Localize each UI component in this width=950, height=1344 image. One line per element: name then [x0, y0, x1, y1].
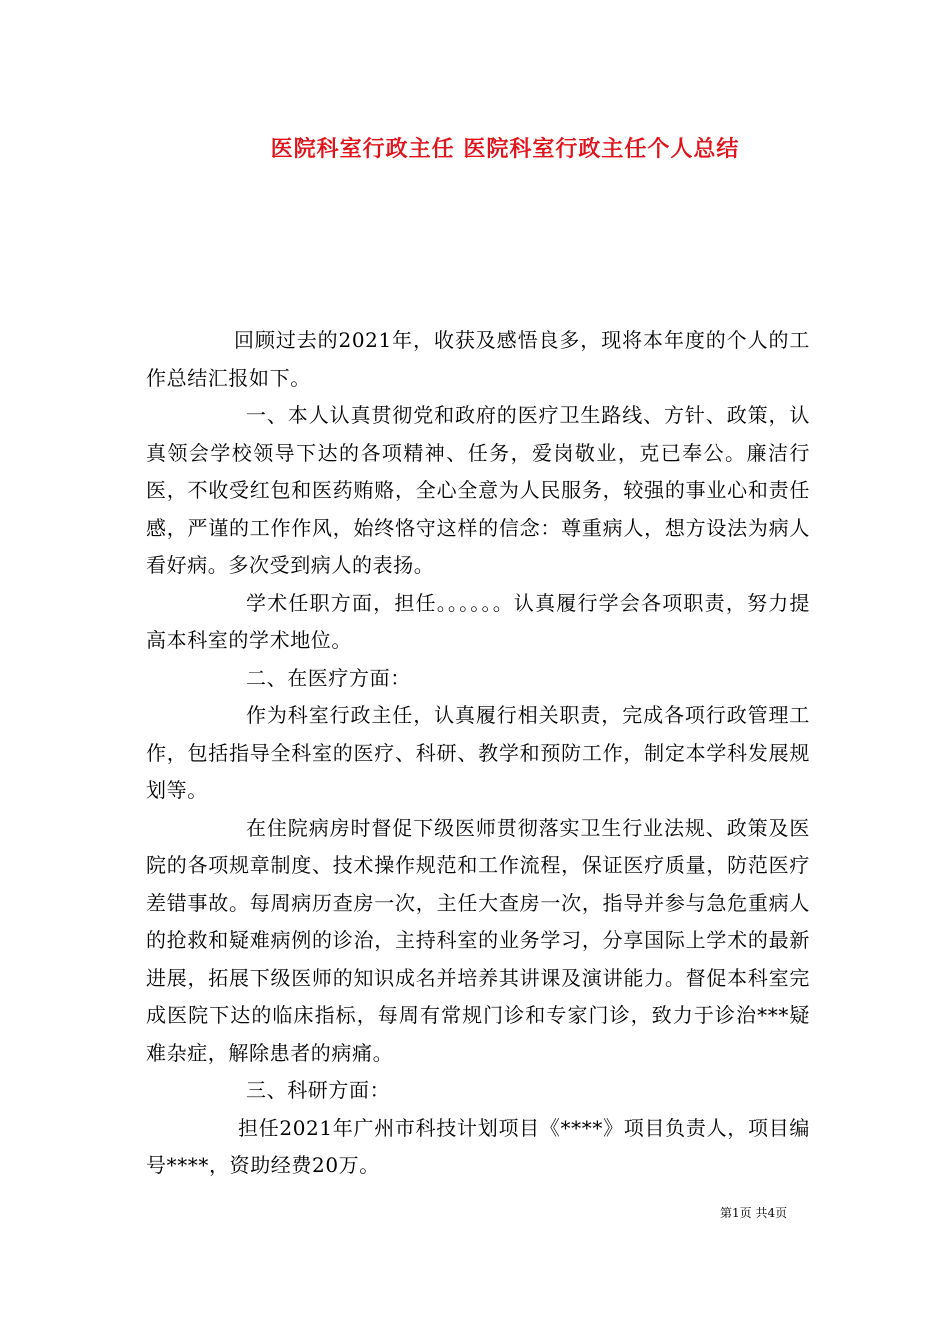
paragraph-intro: 回顾过去的2021年，收获及感悟良多，现将本年度的个人的工作总结汇报如下。 — [146, 328, 810, 390]
paragraph-ward-work: 在住院病房时督促下级医师贯彻落实卫生行业法规、政策及医院的各项规章制度、技术操作规范和工作流程，保证医疗质量，防范医疗差错事故。每周病历查房一次，主任大查房一次，指导并参与急危重病人的抢救和疑难病例的诊治，主持科室的业务学习，分享国际上学术的最新进展，拓展下级医师的知识成名并培养其讲课及演讲能力。督促本科室完成医院下达的临床指标，每周有常规门诊和专家门诊，致力于诊治***疑难杂症，解除患者的病痛。 — [146, 815, 810, 1065]
paragraph-academic-role: 学术任职方面，担任。。。。。。认真履行学会各项职责，努力提高本科室的学术地位。 — [146, 590, 810, 652]
page-title: 医院科室行政主任 医院科室行政主任个人总结 — [270, 137, 740, 162]
document-body — [146, 322, 810, 1185]
paragraph-section-one: 一、本人认真贯彻党和政府的医疗卫生路线、方针、政策，认真领会学校领导下达的各项精神、任务，爱岗敬业，克已奉公。廉洁行医，不收受红包和医药贿赂，全心全意为人民服务，较强的事业心和责任感，严谨的工作作风，始终恪守这样的信念：尊重病人，想方设法为病人看好病。多次受到病人的表扬。 — [146, 403, 810, 577]
heading-research: 三、科研方面： — [246, 1078, 391, 1102]
page-number: 第1页 共4页 — [720, 1206, 788, 1220]
paragraph-project: 担任2021年广州市科技计划项目《****》项目负责人，项目编号****，资助经费20万。 — [146, 1115, 810, 1177]
heading-medical: 二、在医疗方面： — [246, 665, 411, 690]
paragraph-admin-duties: 作为科室行政主任，认真履行相关职责，完成各项行政管理工作，包括指导全科室的医疗、科研、教学和预防工作，制定本学科发展规划等。 — [146, 703, 810, 802]
